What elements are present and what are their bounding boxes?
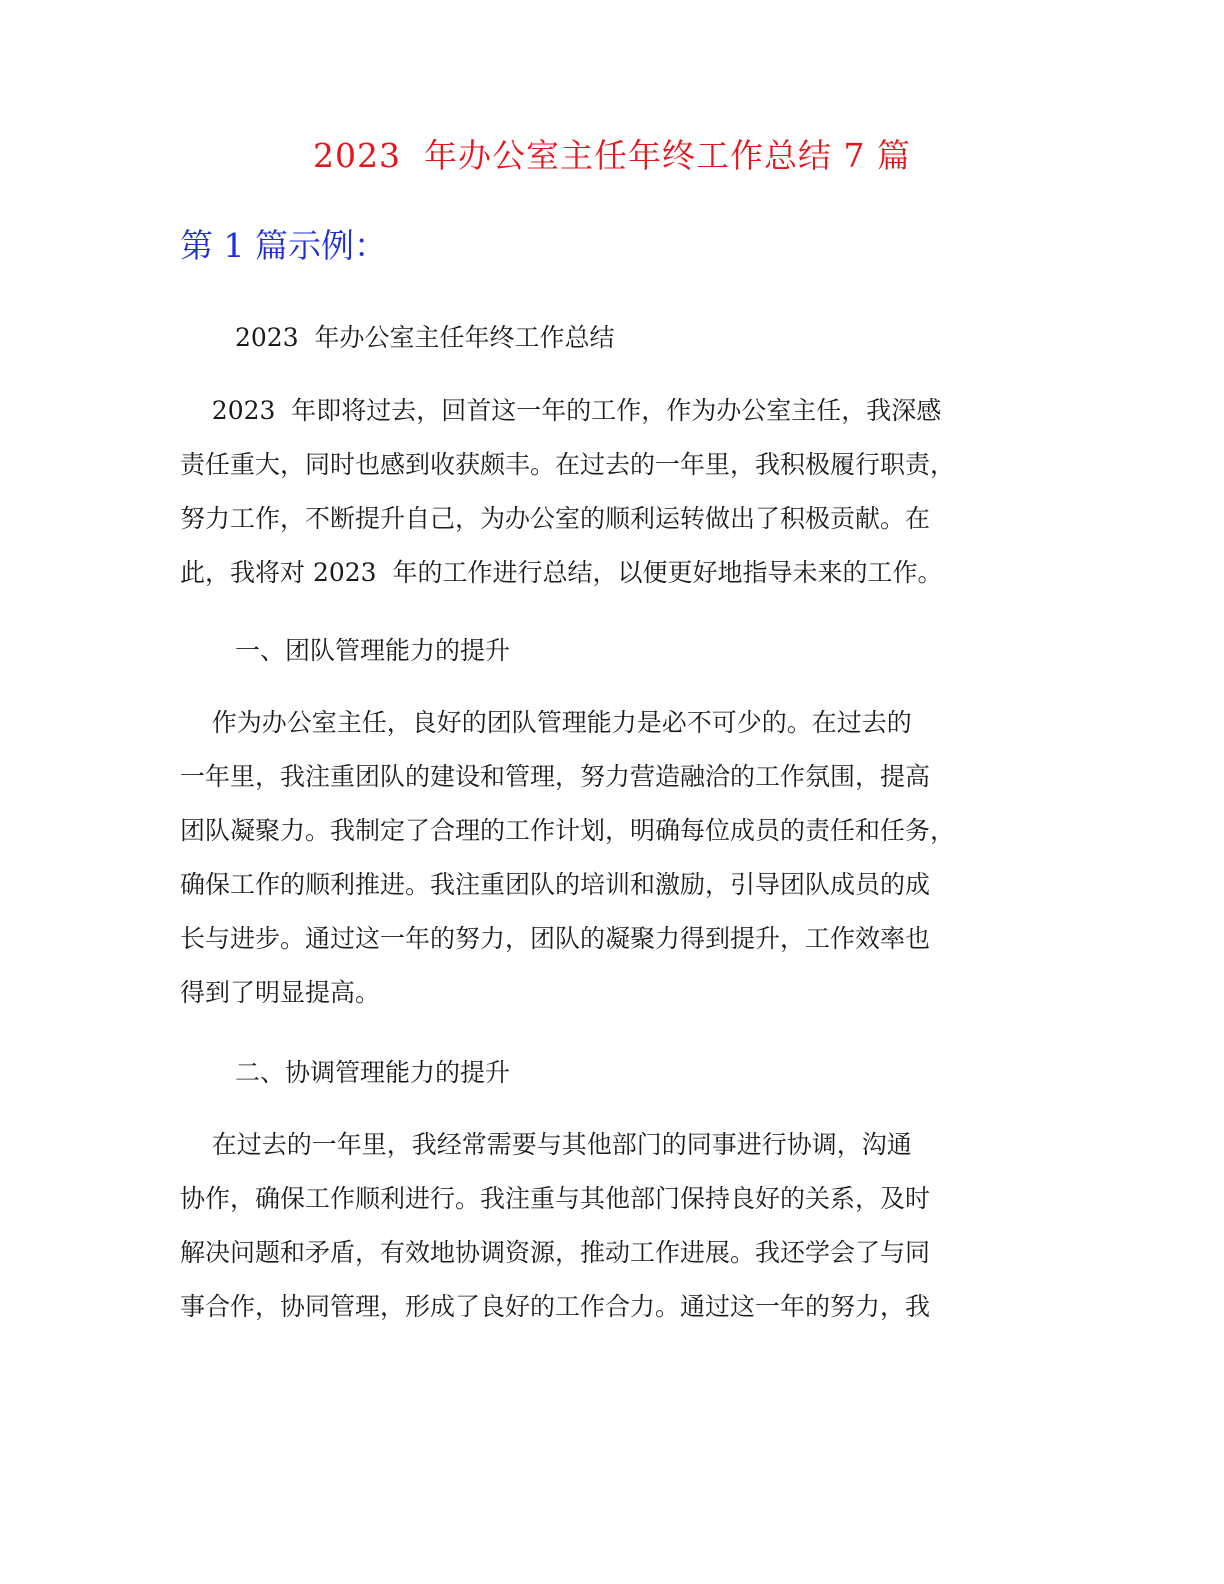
heading-team-management: 一、团队管理能力的提升 (235, 636, 511, 665)
intro-line: 努力工作，不断提升自己，为办公室的顺利运转做出了积极贡献。在 (180, 504, 931, 533)
paragraph-line: 解决问题和矛盾，有效地协调资源，推动工作进展。我还学会了与同 (180, 1238, 931, 1267)
coordination-management-paragraph (180, 1118, 1060, 1334)
document-subtitle: 2023 年办公室主任年终工作总结 (235, 323, 615, 352)
intro-paragraph (180, 384, 1060, 600)
intro-line: 此，我将对 2023 年的工作进行总结，以便更好地指导未来的工作。 (180, 558, 943, 587)
paragraph-line: 确保工作的顺利推进。我注重团队的培训和激励，引导团队成员的成 (180, 870, 931, 899)
intro-line: 责任重大，同时也感到收获颇丰。在过去的一年里，我积极履行职责， (180, 450, 956, 479)
paragraph-line: 在过去的一年里，我经常需要与其他部门的同事进行协调，沟通 (180, 1130, 912, 1159)
paragraph-line: 一年里，我注重团队的建设和管理，努力营造融洽的工作氛围，提高 (180, 762, 931, 791)
paragraph-line: 作为办公室主任，良好的团队管理能力是必不可少的。在过去的 (180, 708, 912, 737)
paragraph-line: 事合作，协同管理，形成了良好的工作合力。通过这一年的努力，我 (180, 1292, 931, 1321)
paragraph-line: 长与进步。通过这一年的努力，团队的凝聚力得到提升，工作效率也 (180, 924, 931, 953)
paragraph-line: 得到了明显提高。 (180, 978, 381, 1007)
paragraph-line: 协作，确保工作顺利进行。我注重与其他部门保持良好的关系，及时 (180, 1184, 931, 1213)
paragraph-line: 团队凝聚力。我制定了合理的工作计划，明确每位成员的责任和任务， (180, 816, 956, 845)
heading-coordination-management: 二、协调管理能力的提升 (235, 1058, 511, 1087)
section-heading: 第 1 篇示例： (180, 226, 387, 265)
document-title: 2023 年办公室主任年终工作总结 7 篇 (313, 136, 911, 175)
team-management-paragraph (180, 696, 1060, 1020)
intro-line: 2023 年即将过去，回首这一年的工作，作为办公室主任，我深感 (180, 396, 942, 425)
